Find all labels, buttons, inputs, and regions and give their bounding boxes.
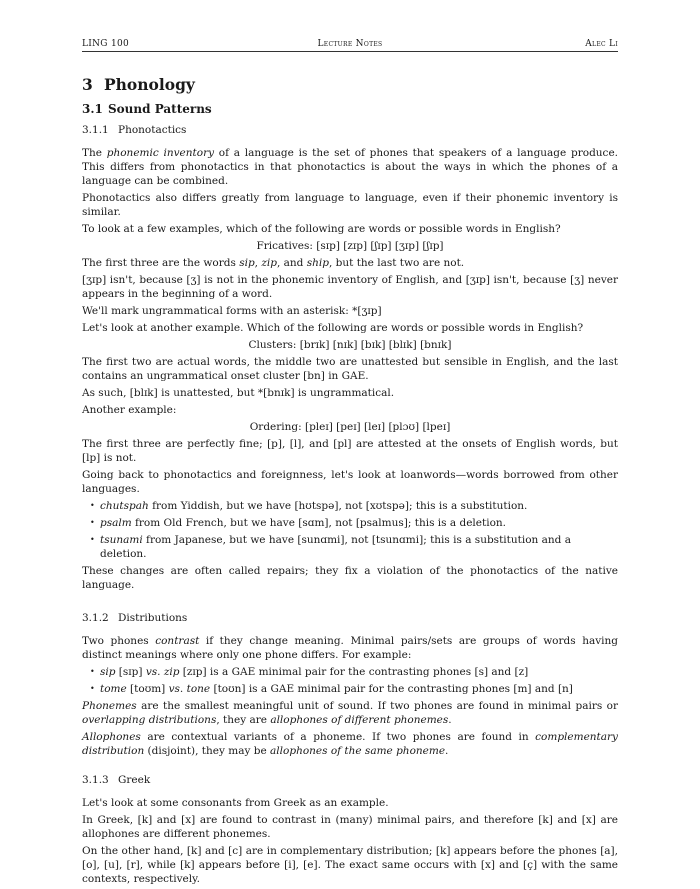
text: , and bbox=[276, 257, 307, 269]
distributions-title: Distributions bbox=[118, 612, 188, 624]
paragraph: Going back to phonotactics and foreignness, let's look at loanwords—words borrowed from other languages. bbox=[82, 469, 618, 495]
text: from Old French, but we have [sɑm], not [psalmus]; this is a deletion. bbox=[131, 517, 506, 529]
paragraph: Phonotactics also differs greatly from language to language, even if their phonemic inventory is similar. bbox=[82, 192, 618, 218]
term: sip bbox=[239, 257, 255, 269]
term: tone bbox=[183, 683, 211, 695]
text: from Yiddish, but we have [hʊtspə], not [xʊtspə]; this is a substitution. bbox=[148, 500, 528, 512]
paragraph: These changes are often called repairs; they fix a violation of the phonotactics of the native language. bbox=[82, 565, 618, 591]
list-item bbox=[100, 516, 618, 530]
term: ship bbox=[306, 257, 329, 269]
paragraph: In Greek, [k] and [x] are found to contrast in (many) minimal pairs, and therefore [k] and [x] are allophones are different phonemes. bbox=[82, 814, 618, 840]
list-item bbox=[100, 499, 618, 513]
text: [sɪp] bbox=[115, 666, 146, 678]
text: , bbox=[254, 257, 262, 269]
section-number: 3 bbox=[82, 75, 93, 94]
term: complementary distribution bbox=[82, 731, 618, 757]
text: if they change meaning. Minimal pairs/sets are groups of words having distinct meanings where only one phone differs. For example: bbox=[82, 635, 618, 661]
paragraph: Let's look at some consonants from Greek as an example. bbox=[82, 797, 389, 809]
term: Phonemes bbox=[82, 700, 137, 712]
text: , they are bbox=[216, 714, 271, 726]
term: vs. bbox=[145, 666, 161, 678]
paragraph: The first two are actual words, the middle two are unattested but sensible in English, and the last contains an ungrammatical onset cluster [bn] in GAE. bbox=[82, 356, 618, 382]
term: zip bbox=[160, 666, 180, 678]
term: chutspah bbox=[100, 500, 149, 512]
text: [toʊm] bbox=[126, 683, 169, 695]
paragraph: [ʒɪp] isn't, because [ʒ] is not in the phonemic inventory of English, and [ʒɪp] isn't, because [ʒ] never appears in the beginning of a word. bbox=[82, 274, 618, 300]
paragraph bbox=[82, 730, 618, 758]
header-title: Lecture Notes bbox=[317, 39, 383, 49]
paragraph bbox=[82, 146, 618, 188]
phonotactics-title: Phonotactics bbox=[118, 124, 187, 136]
paragraph bbox=[82, 256, 618, 270]
text: Two phones bbox=[82, 635, 156, 647]
term: vs. bbox=[168, 683, 184, 695]
greek-heading bbox=[82, 773, 618, 787]
text: are the smallest meaningful unit of sound. If two phones are found in minimal pairs or bbox=[136, 700, 618, 712]
running-header bbox=[82, 37, 618, 51]
paragraph: The first three are perfectly fine; [p], [l], and [pl] are attested at the onsets of English words, but [lp] is not. bbox=[82, 438, 618, 464]
paragraph: Let's look at another example. Which of the following are words or possible words in English? bbox=[82, 322, 584, 334]
phonotactics-number: 3.1.1 bbox=[82, 124, 109, 136]
term: contrast bbox=[155, 635, 200, 647]
text: are contextual variants of a phoneme. If two phones are found in bbox=[140, 731, 536, 743]
list-item bbox=[100, 533, 618, 561]
text: . bbox=[445, 745, 449, 757]
paragraph bbox=[82, 634, 618, 662]
minimal-pair-list bbox=[82, 665, 618, 696]
distributions-heading bbox=[82, 611, 618, 625]
header-course: LING 100 bbox=[82, 39, 130, 49]
term: Allophones bbox=[82, 731, 141, 743]
text: [zɪp] is a GAE minimal pair for the contrasting phones [s] and [z] bbox=[179, 666, 529, 678]
clusters-example: Clusters: [brɪk] [nɪk] [bɪk] [blɪk] [bnɪk] bbox=[248, 339, 452, 351]
list-item bbox=[100, 682, 618, 696]
text: [toʊn] is a GAE minimal pair for the contrasting phones [m] and [n] bbox=[210, 683, 573, 695]
subsection-title: Sound Patterns bbox=[108, 102, 212, 116]
loanword-list bbox=[82, 499, 618, 561]
term: phonemic inventory bbox=[106, 147, 215, 159]
term: psalm bbox=[100, 517, 132, 529]
greek-title: Greek bbox=[118, 774, 151, 786]
list-item bbox=[100, 665, 618, 679]
term: tsunami bbox=[100, 534, 143, 546]
phonotactics-heading bbox=[82, 123, 618, 137]
paragraph: We'll mark ungrammatical forms with an asterisk: *[ʒɪp] bbox=[82, 305, 382, 317]
distributions-number: 3.1.2 bbox=[82, 612, 109, 624]
subsection-heading bbox=[82, 102, 618, 116]
text: . bbox=[448, 714, 452, 726]
paragraph: To look at a few examples, which of the following are words or possible words in English? bbox=[82, 223, 561, 235]
spacer bbox=[82, 595, 618, 611]
term: sip bbox=[100, 666, 116, 678]
text: from Japanese, but we have [sunɑmi], not [tsunɑmi]; this is a substitution and a deletion. bbox=[100, 534, 571, 560]
section-heading bbox=[82, 75, 618, 94]
fricatives-example: Fricatives: [sɪp] [zɪp] [ʃɪp] [ʒɪp] [ʃɪp] bbox=[256, 240, 444, 252]
page-body bbox=[82, 70, 618, 889]
section-title: Phonology bbox=[104, 75, 195, 94]
paragraph: As such, [blɪk] is unattested, but *[bnɪk] is ungrammatical. bbox=[82, 387, 395, 399]
text: of a language is the set of phones that speakers of a language produce. This differs from phonotactics in that phonotactics is about the ways in which the phones of a language can be combined. bbox=[82, 147, 618, 187]
term: allophones of different phonemes bbox=[270, 714, 449, 726]
header-author: Alec Li bbox=[585, 39, 618, 49]
text: The bbox=[82, 147, 107, 159]
header-rule bbox=[82, 51, 618, 52]
subsection-number: 3.1 bbox=[82, 102, 103, 116]
text: The first three are the words bbox=[82, 257, 240, 269]
spacer bbox=[82, 761, 618, 773]
text: (disjoint), they may be bbox=[144, 745, 271, 757]
ordering-example: Ordering: [pleɪ] [peɪ] [leɪ] [plɔʊ] [lpeɪ] bbox=[249, 421, 451, 433]
text: , but the last two are not. bbox=[328, 257, 465, 269]
term: tome bbox=[100, 683, 127, 695]
paragraph: On the other hand, [k] and [c] are in complementary distribution; [k] appears before the phones [a], [o], [u], [r], while [k] appears before [i], [e]. The exact same occurs with [x] and [ç] with the same contexts, respectively. bbox=[82, 845, 618, 885]
paragraph bbox=[82, 699, 618, 727]
term: zip bbox=[261, 257, 277, 269]
greek-number: 3.1.3 bbox=[82, 774, 109, 786]
term: overlapping distributions bbox=[82, 714, 217, 726]
term: allophones of the same phoneme bbox=[270, 745, 446, 757]
paragraph: Another example: bbox=[82, 404, 177, 416]
